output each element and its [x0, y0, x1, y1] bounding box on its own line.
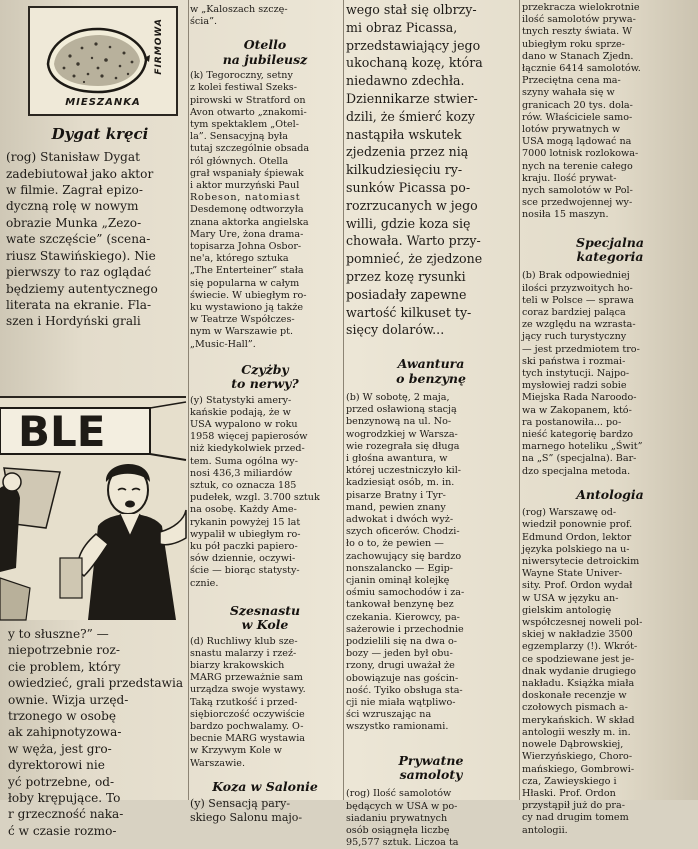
column-divider: [519, 0, 520, 800]
text-line: bardzo pochwalamy. O-: [190, 721, 304, 732]
text-line: nosi 436,3 miliardów: [190, 467, 293, 479]
column-divider: [188, 0, 189, 800]
text-line: yć potrzebne, od-: [8, 774, 115, 789]
text-line: wie rozegrała się długa: [346, 440, 460, 452]
text-line: szen i Hordyński grali: [6, 314, 141, 329]
text-line: Miejska Rada Naroodo-: [522, 392, 637, 404]
text-line: szyny wahała się w: [522, 87, 615, 99]
text-line: nonszalancko — Egip-: [346, 562, 454, 574]
text-line: niż kiedykolwiek przed-: [190, 443, 305, 455]
text-line: gielskim antologię: [522, 604, 612, 616]
text-line: łącznie 6414 samolotów.: [522, 63, 641, 75]
text-line: nakładu. Książka miała: [522, 678, 635, 690]
heading-awantura: Awantura o benzynę: [396, 356, 466, 386]
text-line: 95,577 sztuk. Liczoa ta: [346, 837, 459, 849]
text-line: pudełek, wzgl. 3.700 sztuk: [190, 492, 320, 504]
text-line: biarzy krakowskich: [190, 659, 285, 671]
text-line: siębiorczość oczywiście: [190, 708, 305, 720]
heading-antologia: Antologia: [576, 486, 644, 502]
text-line: dzili, że śmierć kozy: [346, 108, 475, 124]
text-line: coraz bardziej paląca: [522, 307, 626, 319]
text-line: nych samolotów w Pol-: [522, 185, 633, 197]
text-line: sunków Picassa po-: [346, 179, 471, 195]
text-line: mi obraz Picassa,: [346, 19, 458, 35]
text-line: ć w czasie rozmo-: [8, 823, 117, 838]
lemon-icon: [40, 20, 152, 104]
text-line: kadziesiąt osób, m. in.: [346, 477, 455, 489]
text-line: 1958 więcej papierosów: [190, 431, 308, 443]
text-line: snastu malarzy i rzeź-: [190, 647, 297, 659]
text-line: chowała. Warto przy-: [346, 233, 481, 249]
text-line: (rog) Stanisław Dygat: [6, 150, 140, 165]
text-line: Wierzyńskiego, Choro-: [522, 751, 633, 763]
text-line: teli w Polsce — sprawa: [522, 294, 634, 306]
text-line: dyrektorowi nie: [8, 758, 105, 773]
text-line: jący ruch turystyczny: [522, 331, 627, 343]
heading-otello: Otello na jubileusz: [222, 37, 308, 67]
column-divider: [343, 0, 344, 800]
text-line: podzielili się na dwa o-: [346, 635, 457, 647]
text-line: zadebiutował jako aktor: [6, 166, 154, 181]
text-line: ról głównych. Otella: [190, 155, 289, 167]
text-line: sity. Prof. Ordon wydał: [522, 580, 633, 592]
text-line: dnak wydanie drugiego: [522, 665, 637, 677]
text-line: wypalił w ubiegłym ro-: [190, 528, 301, 540]
text-line: „Music-Hall”.: [190, 338, 256, 350]
text-line: ubiegłym roku sprze-: [522, 38, 625, 50]
heading-dygat-kreci: Dygat kręci: [51, 125, 149, 143]
text-line: „The Enterteiner” stała: [190, 265, 304, 277]
text-line: kańskie podają, że w: [190, 406, 291, 418]
text-line: Robeson, natomiast: [190, 192, 301, 204]
text-line: doskonałe recenzje w: [522, 690, 627, 702]
text-line: tym spektaklem „Otel-: [190, 118, 299, 130]
text-line: skiego Salonu majo-: [190, 811, 303, 825]
text-line: języka polskiego na u-: [522, 543, 630, 555]
text-line: r grzeczność naka-: [8, 807, 124, 822]
cartoon-sign-text: BLE: [18, 407, 106, 456]
text-line: ścia”.: [190, 16, 218, 28]
text-line: dyczną rolę w nowym: [6, 199, 139, 214]
text-line: czołowych pismach a-: [522, 702, 628, 714]
column-1: [0, 0, 188, 838]
text-line: Hłaski. Prof. Ordon: [522, 787, 616, 799]
text-line: w filmie. Zagrał epizo-: [6, 183, 143, 198]
text-line: ce spodziewane jest je-: [522, 653, 635, 665]
text-line: niedawno zdechła.: [346, 73, 465, 89]
text-line: niwersytecie detroickim: [522, 556, 640, 568]
text-line: trzonego w osobę: [8, 709, 116, 724]
article-awantura: [346, 357, 516, 733]
text-line: granicach 20 tys. dola-: [522, 99, 633, 111]
text-line: ra postanowiła... po-: [522, 416, 622, 428]
text-line: będziemy autentycznego: [6, 281, 158, 296]
text-line: (b) Brak odpowiedniej: [522, 270, 630, 282]
text-line: mańskiego, Gombrowi-: [522, 763, 635, 775]
text-line: pirowski w Stratford on: [190, 94, 306, 106]
text-line: grał wspaniały śpiewak: [190, 167, 304, 179]
firmowa-mieszanka-logo: [28, 6, 178, 116]
text-line: — jest przedmiotem tro-: [522, 343, 640, 355]
text-line: tutaj szczególnie obsada: [190, 143, 310, 155]
article-otello: [190, 38, 340, 350]
text-line: Warszawie.: [190, 757, 246, 769]
text-line: przedstawiający jego: [346, 37, 481, 53]
text-line: owiedzieć, grali przedstawia: [8, 676, 184, 691]
text-line: cie problem, który: [8, 659, 121, 674]
text-line: i aktor murzyński Paul: [190, 179, 300, 191]
heading-specjalna-kategoria: Specjalna kategoria: [576, 234, 644, 265]
text-line: nych na terenie całego: [522, 160, 633, 172]
text-line: siadaniu prywatnych: [346, 812, 448, 824]
text-line: egzemplarzy (!). Wkrót-: [522, 641, 638, 653]
text-line: literata na ekranie. Fla-: [6, 297, 152, 312]
text-line: lotów prywatnych w: [522, 124, 621, 136]
text-line: cznie.: [190, 577, 219, 589]
text-line: (y) Sensacją pary-: [190, 797, 291, 811]
heading-koza: Koza w Salonie: [212, 778, 318, 794]
text-line: pomnieć, że zjedzone: [346, 251, 483, 267]
text-line: wiedził ponownie prof.: [522, 519, 633, 531]
logo-side-text: FIRMOWA: [154, 18, 164, 75]
text-line: ukochaną kozę, która: [346, 55, 483, 71]
article-prywatne-samoloty: [346, 754, 516, 849]
text-line: Wayne State Univer-: [522, 568, 623, 580]
text-line: ilość samolotów prywa-: [522, 14, 636, 26]
text-line: w węża, jest gro-: [8, 741, 112, 756]
text-line: w „Kaloszach szczę-: [190, 4, 288, 15]
text-line: przez kozę rysunki: [346, 268, 466, 284]
text-line: wszystko ramionami.: [346, 721, 449, 733]
text-line: Desdemonę odtworzyła: [190, 204, 304, 216]
text-line: ak zahipnotyzowa-: [8, 725, 122, 740]
text-line: w Teatrze Współczes-: [190, 314, 295, 326]
text-line: znana aktorka angielska: [190, 216, 309, 228]
heading-czyzby: Czyżby to nerwy?: [231, 361, 299, 392]
text-line: antologii weszły m. in.: [522, 726, 631, 738]
text-line: cji nie miała wątpliwo-: [346, 696, 456, 708]
text-line: riusz Stawińskiego). Nie: [6, 248, 156, 263]
text-line: ku pół paczki papiero-: [190, 541, 298, 553]
text-line: skiej w nakładzie 3500: [522, 629, 633, 641]
text-line: marnego hoteliku „Świt”: [522, 441, 643, 453]
text-line: rykanin powyżej 15 lat: [190, 516, 301, 528]
text-line: ne'a, którego sztuka: [190, 253, 289, 265]
text-line: y to słuszne?” —: [8, 627, 109, 641]
text-line: przekracza wielokrotnie: [522, 2, 640, 13]
text-line: (d) Ruchliwy klub sze-: [190, 635, 298, 647]
text-line: tem. Suma ogólna wy-: [190, 455, 298, 467]
text-line: sięcy dolarów...: [346, 322, 445, 338]
text-line: szych oficerów. Chodzi-: [346, 526, 460, 538]
text-line: będących w USA w po-: [346, 800, 458, 812]
text-line: nieść kategorię bardzo: [522, 429, 634, 441]
text-line: ośmiu samochodów i za-: [346, 587, 465, 599]
text-line: MARG przeważnie sam: [190, 672, 303, 684]
text-line: łoby krępujące. To: [8, 791, 121, 806]
logo-bottom-text: MIESZANKA: [65, 97, 141, 108]
text-line: urządza swoje wystawy.: [190, 684, 306, 696]
text-line: ku wystawiono ją także: [190, 302, 304, 314]
text-line: kilkudziesięciu ry-: [346, 162, 463, 178]
column-2: [190, 0, 340, 825]
article-specjalna-kategoria: [522, 236, 698, 478]
text-line: becnie MARG wystawia: [190, 733, 305, 745]
article-czyzby: [190, 363, 340, 590]
column-4: [522, 0, 698, 836]
text-line: (rog) Ilość samolotów: [346, 788, 452, 800]
text-line: (b) W sobotę, 2 maja,: [346, 391, 450, 403]
text-line: benzynową na ul. No-: [346, 416, 452, 428]
text-line: się popularna w całym: [190, 277, 300, 289]
text-line: ści wzruszając na: [346, 709, 432, 721]
text-line: dzo specjalna metoda.: [522, 465, 631, 477]
text-line: na osobę. Każdy Ame-: [190, 504, 297, 516]
text-line: sce przedwojennej wy-: [522, 197, 633, 209]
text-line: topisarza Johna Osbor-: [190, 241, 302, 252]
text-line: osób osiągnęła liczbę: [346, 824, 450, 836]
text-line: przed osławioną stacją: [346, 404, 457, 416]
text-line: ność. Tyiko obsługa sta-: [346, 684, 463, 696]
text-line: mysłowiej radzi sobie: [522, 380, 627, 392]
text-line: wartość kilkuset ty-: [346, 304, 472, 320]
text-line: tnych reszty świata. W: [522, 26, 633, 38]
text-line: ło o to, że pewien —: [346, 538, 444, 550]
article-koza-continuation: [346, 1, 516, 339]
text-line: niepotrzebnie roz-: [8, 643, 120, 658]
text-line: Przeciętna cena ma-: [522, 75, 621, 87]
text-line: ski państwa i rozmai-: [522, 355, 626, 367]
text-line: nosiła 15 maszyn.: [522, 209, 609, 221]
text-line: w USA w języku an-: [522, 592, 619, 604]
text-line: sztuk, co oznacza 185: [190, 480, 297, 491]
text-line: współczesnej noweli pol-: [522, 617, 643, 629]
text-line: ście — biorąc statysty-: [190, 565, 300, 577]
text-line: której uczestniczyło kil-: [346, 465, 462, 477]
text-line: cjanin ominął kolejkę: [346, 574, 450, 586]
text-line: Mary Ure, żona drama-: [190, 228, 304, 240]
text-line: (y) Statystyki amery-: [190, 394, 292, 406]
article-dygat-kreci: [0, 149, 186, 329]
text-line: wogrodzkiej w Warsza-: [346, 428, 458, 440]
text-line: tych instytucji. Najpo-: [522, 368, 630, 380]
text-line: pierwszy to raz oglądać: [6, 265, 152, 280]
text-line: nym w Warszawie pt.: [190, 326, 294, 338]
text-line: antologii.: [522, 824, 568, 836]
text-line: cza, Zawieyskiego i: [522, 775, 617, 787]
text-line: Avon otwarto „znakomi-: [190, 106, 307, 118]
heading-prywatne-samoloty: Prywatne samoloty: [398, 752, 464, 782]
text-line: świecie. W ubiegłym ro-: [190, 289, 307, 301]
text-line: tankował benzynę bez: [346, 599, 454, 611]
text-line: mand, pewien znany: [346, 501, 446, 513]
text-line: wa w Zakopanem, któ-: [522, 404, 632, 416]
text-line: merykańskich. W skład: [522, 714, 635, 726]
cartoon-illustration: [0, 396, 186, 618]
text-line: adwokat i dwóch wyż-: [346, 513, 454, 525]
text-line: sażerowie i przechodnie: [346, 623, 464, 635]
text-line: przystąpił już do pra-: [522, 800, 625, 812]
text-line: w Krzywym Kole w: [190, 745, 282, 757]
text-line: i głośna awantura, w: [346, 452, 448, 464]
text-line: rzony, drugi uważał że: [346, 660, 455, 672]
article-continuation-col2: [190, 4, 340, 28]
article-antologia: [522, 488, 698, 837]
article-koza: [190, 780, 340, 825]
text-line: Dziennikarze stwier-: [346, 90, 478, 106]
text-line: kraju. Ilość prywat-: [522, 172, 617, 184]
article-szesnastu: [190, 604, 340, 770]
text-line: ownie. Wizja urzęd-: [8, 692, 129, 707]
text-line: posiadały zapewne: [346, 286, 467, 302]
text-line: willi, gdzie koza się: [346, 215, 471, 231]
text-line: (k) Tegoroczny, setny: [190, 70, 293, 82]
text-line: cy nad drugim tomem: [522, 812, 629, 824]
text-line: dano w Stanach Zjedn.: [522, 50, 634, 62]
article-continuation-col1: [0, 626, 186, 839]
article-samoloty-continuation: [522, 2, 698, 222]
text-line: nowele Dąbrowskiej,: [522, 739, 624, 751]
text-line: czekania. Kierowcy, pa-: [346, 611, 460, 623]
text-line: (rog) Warszawę od-: [522, 507, 617, 519]
text-line: obrazie Munka „Zezo-: [6, 215, 142, 230]
text-line: wate szczęście” (scena-: [6, 232, 151, 247]
text-line: na „S” (specjalna). Bar-: [522, 453, 637, 465]
heading-szesnastu: Szesnastu w Kole: [229, 602, 301, 633]
text-line: sów dziennie, oczywi-: [190, 553, 296, 565]
text-line: obowiązuje nas gościn-: [346, 672, 459, 684]
text-line: rów. Właściciele samo-: [522, 111, 633, 123]
text-line: ilości przyzwoitych ho-: [522, 282, 633, 294]
text-line: bozy — jeden był obu-: [346, 648, 453, 660]
text-line: la”. Sensacyjną była: [190, 131, 288, 143]
column-3: [346, 0, 516, 849]
text-line: zjedzenia przez nią: [346, 144, 469, 160]
text-line: 7000 lotnisk rozlokowa-: [522, 148, 639, 160]
text-line: Taką rzutkość i przed-: [190, 696, 298, 708]
text-line: Edmund Ordon, lektor: [522, 531, 632, 543]
text-line: wego stał się olbrzy-: [346, 2, 477, 17]
text-line: USA wypalono w roku: [190, 418, 298, 430]
text-line: USA mogą lądować na: [522, 136, 632, 148]
text-line: z kolei festiwal Szeks-: [190, 82, 297, 94]
text-line: ze względu na wzrasta-: [522, 319, 636, 331]
text-line: pisarze Bratny i Tyr-: [346, 489, 446, 501]
text-line: nastąpiła wskutek: [346, 126, 462, 142]
text-line: zachowujący się bardzo: [346, 550, 462, 562]
text-line: rozrzucanych w jego: [346, 197, 478, 213]
